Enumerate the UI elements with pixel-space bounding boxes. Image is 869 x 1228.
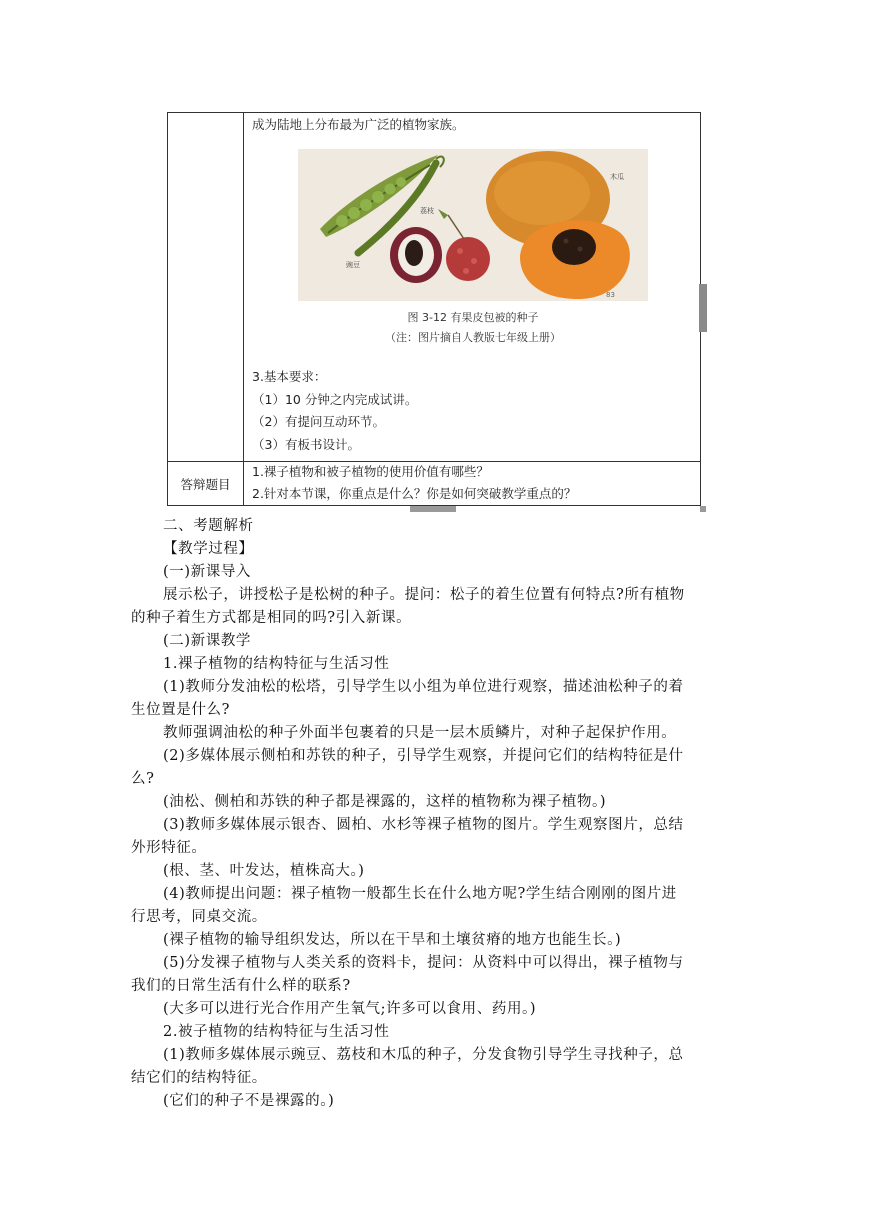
paragraph-line: 教师强调油松的种子外面半包裹着的只是一层木质鳞片，对种子起保护作用。 xyxy=(163,725,677,741)
figure-caption: 图 3-12 有果皮包被的种子 xyxy=(407,311,539,324)
figure-page-number: 83 xyxy=(606,291,615,299)
scan-artifact xyxy=(700,506,706,512)
paragraph-line: 外形特征。 xyxy=(131,840,207,856)
paragraph-line: (1)教师分发油松的松塔，引导学生以小组为单位进行观察，描述油松种子的着 xyxy=(163,679,684,695)
paragraph-line: 结它们的结构特征。 xyxy=(131,1070,267,1086)
paragraph-line: 展示松子，讲授松子是松树的种子。提问：松子的着生位置有何特点?所有植物 xyxy=(163,587,685,603)
paragraph-line: (2)多媒体展示侧柏和苏铁的种子，引导学生观察，并提问它们的结构特征是什 xyxy=(163,748,684,764)
qa-label: 答辩题目 xyxy=(180,477,231,492)
paragraph-line: (二)新课教学 xyxy=(163,633,252,649)
scan-artifact xyxy=(699,284,707,332)
figure-note: （注：图片摘自人教版七年级上册） xyxy=(385,331,561,344)
section-heading: 二、考题解析 xyxy=(163,518,254,534)
scan-artifact xyxy=(410,506,456,512)
qa-question: 1.裸子植物和被子植物的使用价值有哪些？ xyxy=(252,464,489,479)
qa-question: 2.针对本节课，你重点是什么？你是如何突破教学重点的？ xyxy=(252,486,577,501)
paragraph-line: 行思考，同桌交流。 xyxy=(131,909,267,925)
paragraph-line: (根、茎、叶发达，植株高大。) xyxy=(163,863,365,879)
label-pea: 豌豆 xyxy=(346,261,360,269)
subsection-heading: 【教学过程】 xyxy=(163,541,254,557)
exam-table xyxy=(167,112,701,506)
requirement-item: （2）有提问互动环节。 xyxy=(252,414,385,429)
paragraph-line: 的种子着生方式都是相同的吗?引入新课。 xyxy=(131,610,412,626)
paragraph-line: 生位置是什么? xyxy=(131,702,230,718)
paragraph-line: (油松、侧柏和苏铁的种子都是裸露的，这样的植物称为裸子植物。) xyxy=(163,794,607,810)
intro-line: 成为陆地上分布最为广泛的植物家族。 xyxy=(252,117,465,132)
seed-figure xyxy=(298,149,648,301)
paragraph-line: (大多可以进行光合作用产生氧气;许多可以食用、药用。) xyxy=(163,1001,537,1017)
paragraph-line: 2.被子植物的结构特征与生活习性 xyxy=(163,1024,390,1040)
requirements-heading: 3.基本要求： xyxy=(252,369,327,384)
paragraph-line: (它们的种子不是裸露的。) xyxy=(163,1093,335,1109)
paragraph-line: (裸子植物的输导组织发达，所以在干旱和土壤贫瘠的地方也能生长。) xyxy=(163,932,622,948)
requirement-item: （1）10 分钟之内完成试讲。 xyxy=(252,392,418,407)
paragraph-line: (3)教师多媒体展示银杏、圆柏、水杉等裸子植物的图片。学生观察图片，总结 xyxy=(163,817,684,833)
paragraph-line: 么? xyxy=(131,771,155,787)
paragraph-line: 我们的日常生活有什么样的联系? xyxy=(131,978,351,994)
label-papaya: 木瓜 xyxy=(610,173,624,181)
paragraph-line: (1)教师多媒体展示豌豆、荔枝和木瓜的种子，分发食物引导学生寻找种子，总 xyxy=(163,1047,684,1063)
paragraph-line: 1.裸子植物的结构特征与生活习性 xyxy=(163,656,390,672)
paragraph-line: (5)分发裸子植物与人类关系的资料卡，提问：从资料中可以得出，裸子植物与 xyxy=(163,955,684,971)
paragraph-line: (4)教师提出问题：裸子植物一般都生长在什么地方呢?学生结合刚刚的图片进 xyxy=(163,886,677,902)
requirement-item: （3）有板书设计。 xyxy=(252,437,360,452)
label-lychee: 荔枝 xyxy=(420,207,434,215)
paragraph-line: (一)新课导入 xyxy=(163,564,252,580)
